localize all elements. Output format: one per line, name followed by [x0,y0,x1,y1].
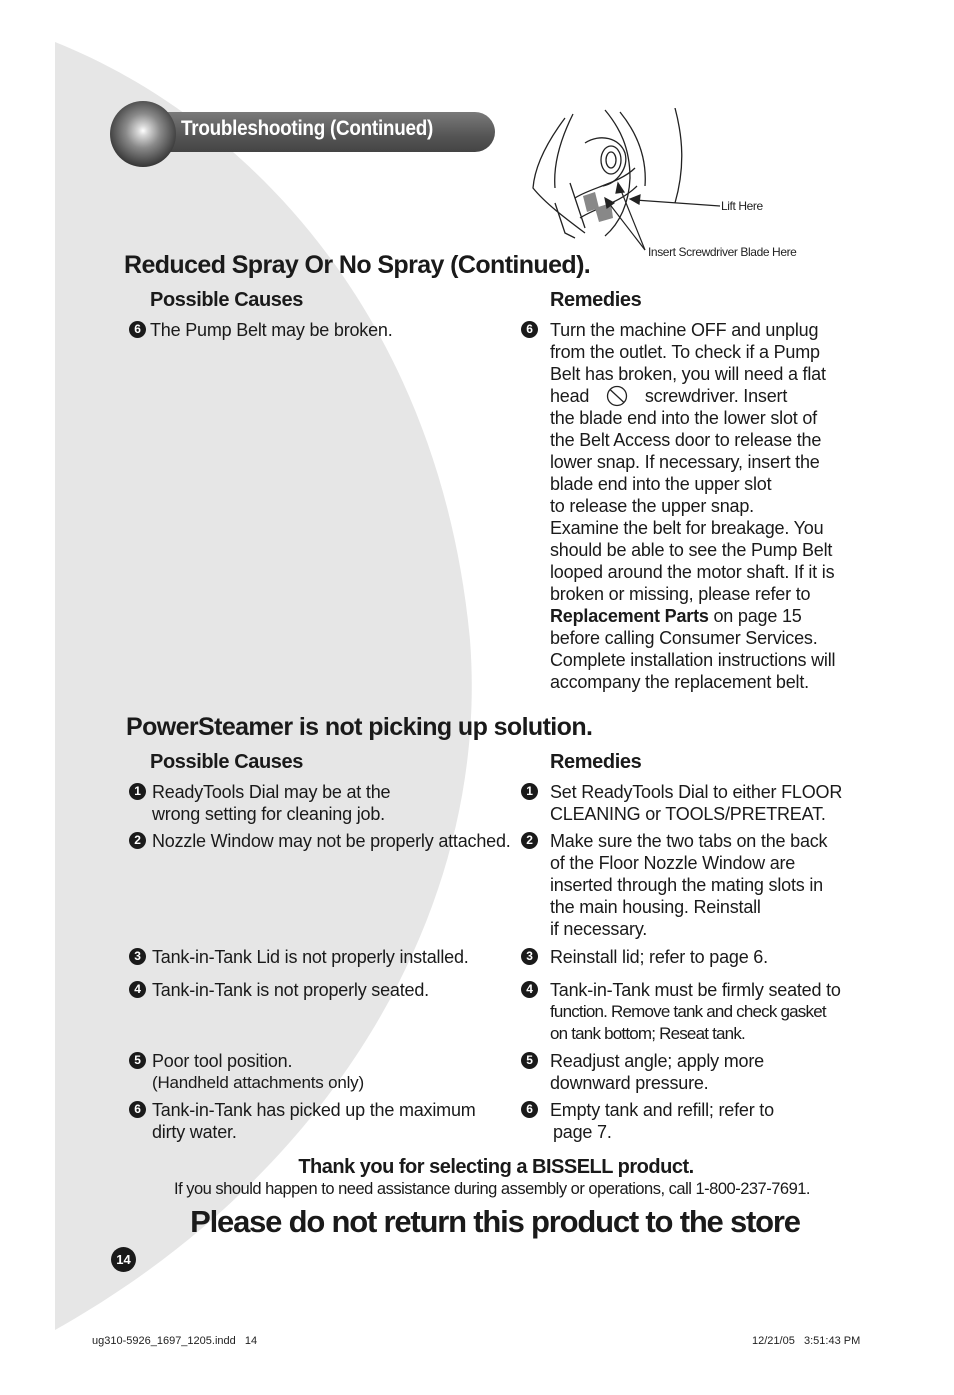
cause-item [129,979,514,1001]
cause-line: ReadyTools Dial may be at the [152,782,391,802]
cause-line: (Handheld attachments only) [152,1073,364,1092]
lift-here-label: Lift Here [721,199,763,213]
flat-head-screwdriver-icon [604,385,630,407]
remedies-heading: Remedies [550,751,642,773]
number-badge: 4 [521,981,538,998]
cause-item [129,830,519,852]
remedy-line: lower snap. If necessary, insert the [550,452,820,472]
number-badge: 3 [129,948,146,965]
cause-line: Tank-in-Tank Lid is not properly installed. [152,947,469,967]
footer-timestamp: 12/21/05 3:51:43 PM [752,1335,861,1347]
remedy-line: blade end into the upper slot [550,474,772,494]
remedy-line: inserted through the mating slots in [550,875,823,895]
remedy-line: Tank-in-Tank must be firmly seated to [550,980,841,1000]
assistance-line: If you should happen to need assistance during assembly or operations, call 1-800-237-7691. [173,1180,811,1198]
remedies-heading: Remedies [550,289,642,311]
remedy-line: before calling Consumer Services. [550,628,818,648]
number-badge: 6 [129,321,146,338]
remedy-line: Empty tank and refill; refer to [550,1100,774,1120]
number-badge: 5 [521,1052,538,1069]
number-badge: 1 [129,783,146,800]
cause-line: Tank-in-Tank has picked up the maximum [152,1100,476,1120]
cause-line: Poor tool position. [152,1051,293,1071]
cause-item [129,1099,514,1143]
remedy-line: page 7. [553,1122,612,1142]
insert-screwdriver-label: Insert Screwdriver Blade Here [648,245,797,259]
cause-item [129,319,509,341]
remedy-item [521,1099,851,1143]
remedy-item [521,979,851,1044]
number-badge: 4 [129,981,146,998]
remedy-line: to release the upper snap. [550,496,754,516]
number-badge: 5 [129,1052,146,1069]
section-title-not-picking-up: PowerSteamer is not picking up solution. [126,713,593,741]
remedy-line: Reinstall lid; refer to page 6. [550,947,768,967]
remedy-text: screwdriver. Insert [644,386,788,406]
replacement-parts-reference: Replacement Parts [550,606,709,626]
cause-item [129,946,514,968]
possible-causes-heading: Possible Causes [150,289,303,311]
remedy-item [521,946,851,968]
remedy-line-reference [550,605,851,627]
footer-file-info: ug310-5926_1697_1205.indd 14 [92,1335,258,1347]
remedy-line: accompany the replacement belt. [550,672,809,692]
remedy-line: of the Floor Nozzle Window are [550,853,796,873]
remedy-line: Belt has broken, you will need a flat [550,364,826,384]
remedy-item [521,319,851,693]
cause-text: The Pump Belt may be broken. [150,320,393,340]
number-badge: 6 [521,1101,538,1118]
cause-line: wrong setting for cleaning job. [152,804,385,824]
cause-line: dirty water. [152,1122,237,1142]
header-orb-icon [110,101,176,167]
number-badge: 6 [521,321,538,338]
section-header-title: Troubleshooting (Continued) [181,117,434,140]
cause-line: Tank-in-Tank is not properly seated. [152,980,429,1000]
do-not-return-warning: Please do not return this product to the store [190,1204,800,1239]
remedy-line: Examine the belt for breakage. You [550,518,824,538]
remedy-line: Complete installation instructions will [550,650,836,670]
remedy-item [521,1050,851,1094]
cause-item [129,781,514,825]
number-badge: 2 [129,832,146,849]
number-badge: 1 [521,783,538,800]
remedy-line: downward pressure. [550,1073,709,1093]
page-number-badge: 14 [111,1247,136,1272]
remedy-line: the blade end into the lower slot of [550,408,817,428]
remedy-line: Set ReadyTools Dial to either FLOOR [550,782,843,802]
possible-causes-heading: Possible Causes [150,751,303,773]
number-badge: 3 [521,948,538,965]
thank-you-line: Thank you for selecting a BISSELL product. [298,1156,694,1178]
remedy-line: from the outlet. To check if a Pump [550,342,820,362]
remedy-line: looped around the motor shaft. If it is [550,562,835,582]
remedy-line: if necessary. [550,919,648,939]
section-title-reduced-spray: Reduced Spray Or No Spray (Continued). [124,251,591,279]
remedy-line: the main housing. Reinstall [550,897,761,917]
remedy-line: broken or missing, please refer to [550,584,811,604]
number-badge: 6 [129,1101,146,1118]
remedy-line: Turn the machine OFF and unplug [550,320,819,340]
remedy-text: on page 15 [713,606,802,626]
remedy-line: Make sure the two tabs on the back [550,831,828,851]
remedy-text: head [550,386,590,406]
remedy-line: Readjust angle; apply more [550,1051,764,1071]
remedy-item [521,781,851,825]
remedy-line: function. Remove tank and check gasket [550,1002,826,1021]
number-badge: 2 [521,832,538,849]
remedy-line: should be able to see the Pump Belt [550,540,833,560]
remedy-item [521,830,851,940]
remedy-line: the Belt Access door to release the [550,430,822,450]
remedy-line-with-icon [550,385,851,407]
remedy-line: on tank bottom; Reseat tank. [550,1023,745,1043]
remedy-line: CLEANING or TOOLS/PRETREAT. [550,804,826,824]
cause-line: Nozzle Window may not be properly attached. [152,831,511,851]
cause-item [129,1050,514,1094]
